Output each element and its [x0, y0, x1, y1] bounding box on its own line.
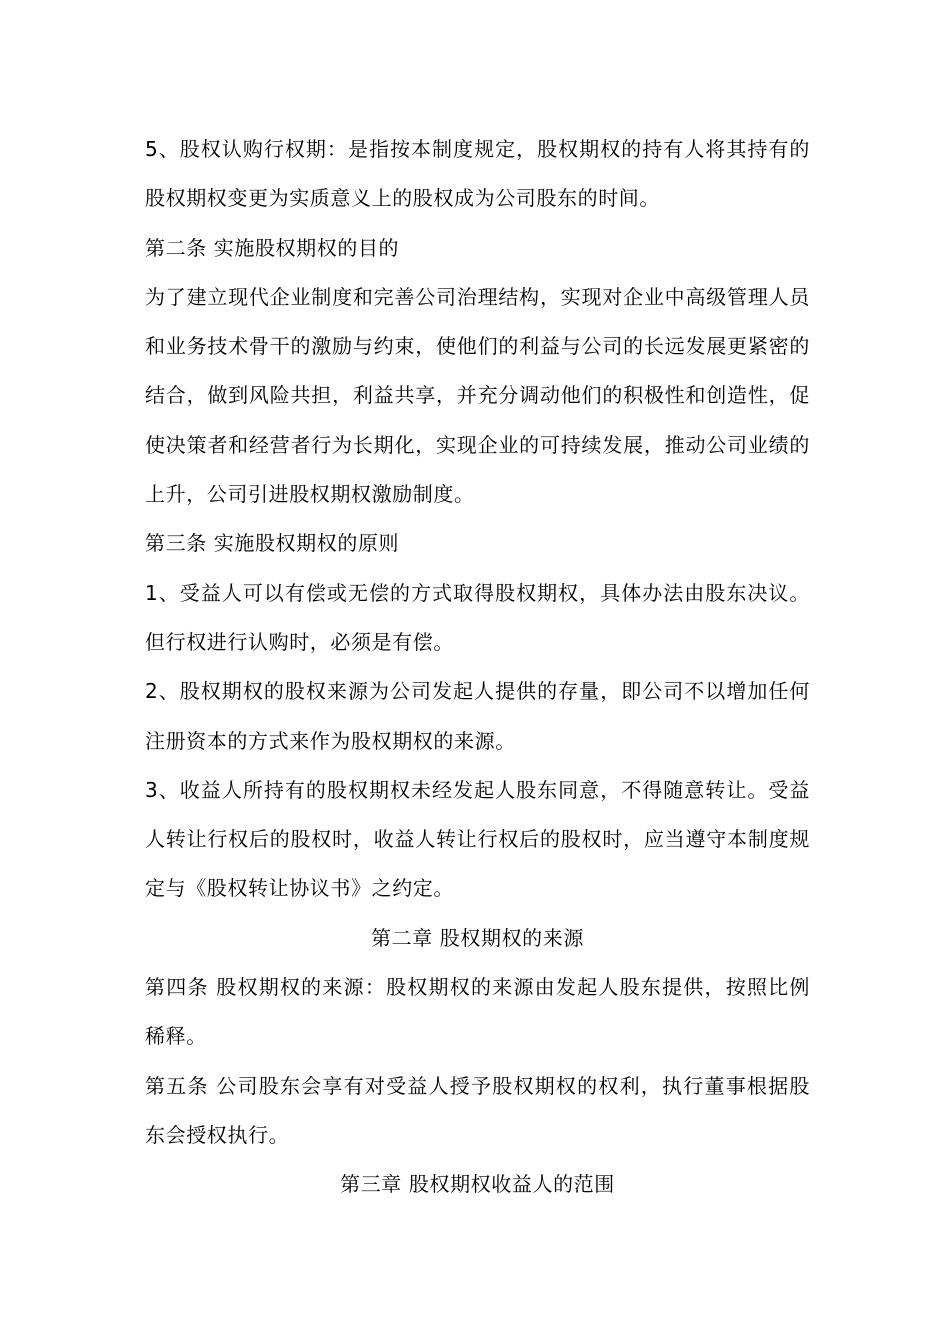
chapter-2-heading: 第二章 股权期权的来源	[371, 925, 584, 950]
chapter-3-heading: 第三章 股权期权收益人的范围	[340, 1172, 615, 1197]
paragraph-item-5: 5、股权认购行权期：是指按本制度规定，股权期权的持有人将其持有的股权期权变更为实质意义上的股权成为公司股东的时间。	[145, 137, 810, 211]
article-2-heading: 第二条 实施股权期权的目的	[145, 235, 400, 260]
article-5-paragraph: 第五条 公司股东会享有对受益人授予股权期权的权利，执行董事根据股东会授权执行。	[145, 1073, 810, 1147]
article-2-paragraph: 为了建立现代企业制度和完善公司治理结构，实现对企业中高级管理人员和业务技术骨干的激励与约束，使他们的利益与公司的长远发展更紧密的结合，做到风险共担，利益共享，并充分调动他们的积极性和创造性，促使决策者和经营者行为长期化，实现企业的可持续发展，推动公司业绩的上升，公司引进股权期权激励制度。	[145, 284, 810, 507]
principle-1-paragraph: 1、受益人可以有偿或无偿的方式取得股权期权，具体办法由股东决议。但行权进行认购时，必须是有偿。	[145, 580, 810, 654]
principle-2-paragraph: 2、股权期权的股权来源为公司发起人提供的存量，即公司不以增加任何注册资本的方式来作为股权期权的来源。	[145, 679, 810, 753]
article-3-heading: 第三条 实施股权期权的原则	[145, 531, 400, 556]
article-4-paragraph: 第四条 股权期权的来源：股权期权的来源由发起人股东提供，按照比例稀释。	[145, 975, 810, 1049]
principle-3-paragraph: 3、收益人所持有的股权期权未经发起人股东同意，不得随意转让。受益人转让行权后的股权时，收益人转让行权后的股权时，应当遵守本制度规定与《股权转让协议书》之约定。	[145, 777, 810, 901]
document-body	[145, 125, 810, 1210]
